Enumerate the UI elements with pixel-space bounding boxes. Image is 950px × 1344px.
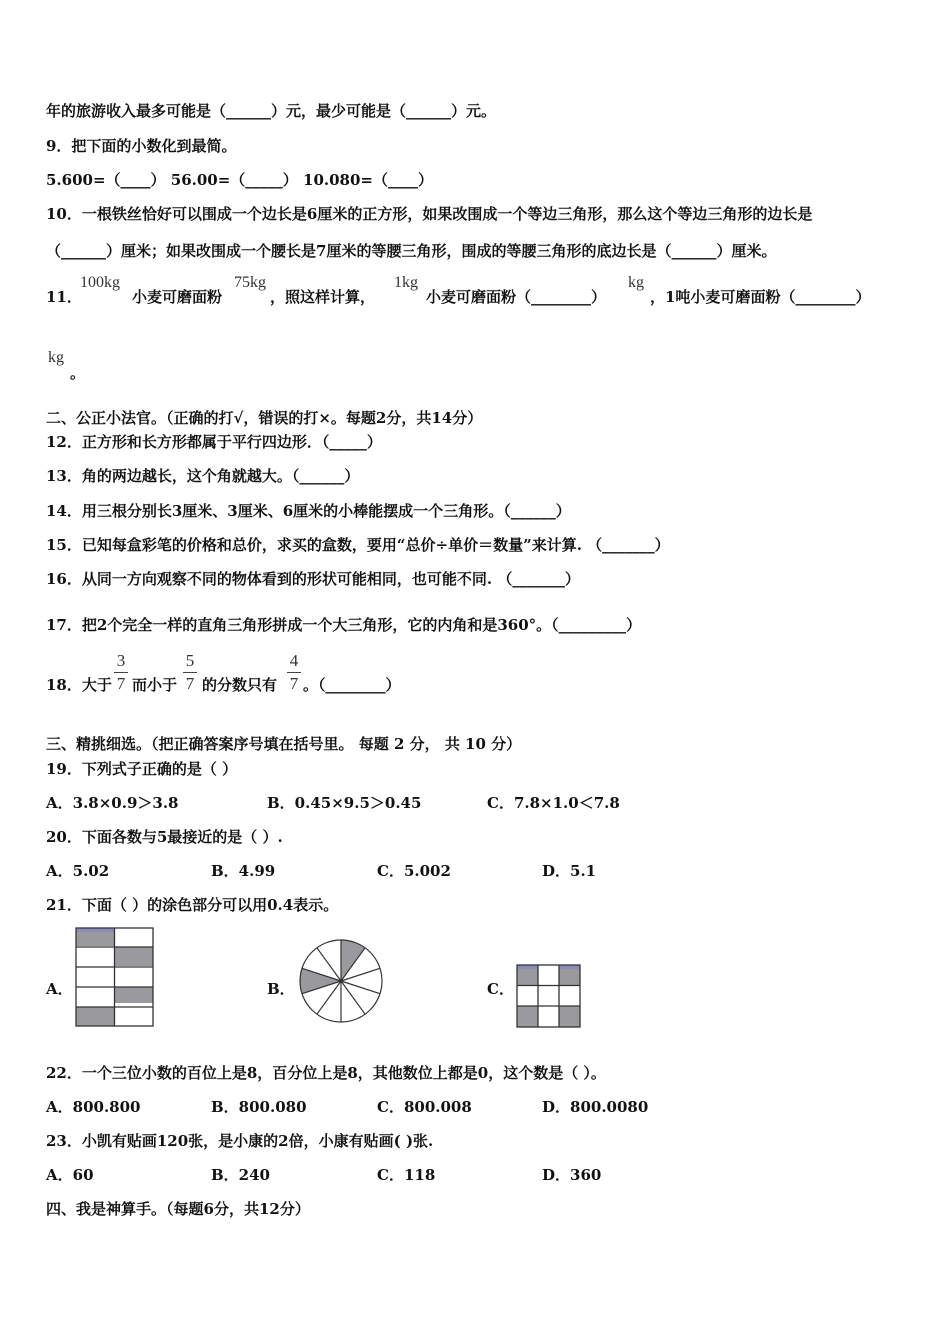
grid-c-cell-shaded bbox=[517, 969, 538, 985]
question-11-text1: 小麦可磨面粉 bbox=[132, 288, 223, 306]
q20-option-a[interactable]: A．5.02 bbox=[46, 862, 110, 880]
question-9-items: 5.600=（____） 56.00=（_____） 10.080=（____） bbox=[46, 171, 433, 189]
fraction-5-7: $\frac{5}{7}$ bbox=[183, 652, 197, 693]
q23-option-d[interactable]: D．360 bbox=[542, 1166, 602, 1184]
question-18-d: 。（________） bbox=[303, 676, 401, 694]
figure-c-grid bbox=[516, 964, 582, 1028]
grid-c-cell-shaded bbox=[559, 969, 580, 985]
q23-option-b[interactable]: B．240 bbox=[211, 1166, 270, 1184]
question-21: 21．下面（ ）的涂色部分可以用0.4表示。 bbox=[46, 896, 339, 914]
figure-b-circle bbox=[297, 937, 385, 1025]
q22-option-a[interactable]: A．800.800 bbox=[46, 1098, 141, 1116]
question-17: 17．把2个完全一样的直角三角形拼成一个大三角形，它的内角和是360°。（_________） bbox=[46, 616, 642, 634]
q20-option-c[interactable]: C．5.002 bbox=[377, 862, 451, 880]
question-18-a: 18．大于 bbox=[46, 676, 112, 694]
question-11-number: 11． bbox=[46, 288, 82, 306]
question-10-line1: 10．一根铁丝恰好可以围成一个边长是6厘米的正方形，如果改围成一个等边三角形，那么这个等边三角形的边长是 bbox=[46, 205, 813, 223]
unit-kg-1: kg bbox=[628, 274, 644, 291]
question-16: 16．从同一方向观察不同的物体看到的形状可能相同，也可能不同. （_______） bbox=[46, 570, 580, 588]
grid-a-cell-shaded bbox=[114, 987, 153, 1003]
figure-a-grid bbox=[75, 927, 155, 1027]
q23-option-a[interactable]: A．60 bbox=[46, 1166, 94, 1184]
question-18-c: 的分数只有 bbox=[202, 676, 278, 694]
question-13: 13．角的两边越长，这个角就越大。（______） bbox=[46, 467, 360, 485]
grid-c-cell-shaded bbox=[517, 1006, 538, 1027]
text-line-revenue: 年的旅游收入最多可能是（______）元，最少可能是（______）元。 bbox=[46, 102, 497, 120]
q20-option-b[interactable]: B．4.99 bbox=[211, 862, 276, 880]
question-9: 9．把下面的小数化到最简。 bbox=[46, 137, 237, 155]
question-20: 20．下面各数与5最接近的是（ ）. bbox=[46, 828, 283, 846]
question-22: 22．一个三位小数的百位上是8，百分位上是8，其他数位上都是0，这个数是（ ）。 bbox=[46, 1064, 606, 1082]
unit-75kg: 75kg bbox=[234, 274, 266, 291]
grid-a-cell-shaded bbox=[76, 1007, 114, 1026]
section-3-title: 三、精挑细选。（把正确答案序号填在括号里。 每题 2 分， 共 10 分） bbox=[46, 735, 522, 753]
question-11-text2: ，照这样计算， bbox=[270, 288, 376, 306]
q22-option-d[interactable]: D．800.0080 bbox=[542, 1098, 649, 1116]
question-12: 12．正方形和长方形都属于平行四边形．（_____） bbox=[46, 433, 382, 451]
question-19: 19．下列式子正确的是（ ） bbox=[46, 760, 238, 778]
q19-option-b[interactable]: B．0.45×9.5＞0.45 bbox=[267, 794, 422, 812]
q22-option-c[interactable]: C．800.008 bbox=[377, 1098, 472, 1116]
q19-option-a[interactable]: A．3.8×0.9＞3.8 bbox=[46, 794, 179, 812]
section-4-title: 四、我是神算手。（每题6分，共12分） bbox=[46, 1200, 310, 1218]
question-15: 15．已知每盒彩笔的价格和总价，求买的盒数，要用“总价÷单价＝数量”来计算. （_______） bbox=[46, 536, 670, 554]
q21-option-b[interactable]: B． bbox=[267, 980, 295, 998]
q21-option-c[interactable]: C． bbox=[487, 980, 514, 998]
unit-1kg: 1kg bbox=[394, 274, 418, 291]
question-11-text4: ，1吨小麦可磨面粉（________） bbox=[650, 288, 871, 306]
q20-option-d[interactable]: D．5.1 bbox=[542, 862, 597, 880]
fraction-4-7: $\frac{4}{7}$ bbox=[287, 652, 301, 693]
unit-100kg: 100kg bbox=[80, 274, 120, 291]
q19-option-c[interactable]: C．7.8×1.0＜7.8 bbox=[487, 794, 620, 812]
question-18-b: 而小于 bbox=[132, 676, 178, 694]
question-11-text3: 小麦可磨面粉（________） bbox=[426, 288, 607, 306]
grid-a-cell-shaded bbox=[76, 932, 114, 946]
question-23: 23．小凯有贴画120张，是小康的2倍，小康有贴画( )张. bbox=[46, 1132, 434, 1150]
grid-a-cell-shaded bbox=[114, 947, 153, 966]
question-11-end: 。 bbox=[70, 364, 86, 382]
q23-option-c[interactable]: C．118 bbox=[377, 1166, 436, 1184]
question-14: 14．用三根分别长3厘米、3厘米、6厘米的小棒能摆成一个三角形。（______） bbox=[46, 502, 571, 520]
q22-option-b[interactable]: B．800.080 bbox=[211, 1098, 307, 1116]
fraction-3-7: $\frac{3}{7}$ bbox=[114, 652, 128, 693]
q21-option-a[interactable]: A． bbox=[46, 980, 73, 998]
question-10-line2: （______）厘米；如果改围成一个腰长是7厘米的等腰三角形，围成的等腰三角形的底边长是（______）厘米。 bbox=[46, 242, 777, 260]
grid-c-cell-shaded bbox=[559, 1006, 580, 1027]
section-2-title: 二、公正小法官。（正确的打√，错误的打×。每题2分，共14分） bbox=[46, 409, 483, 427]
unit-kg-2: kg bbox=[48, 349, 64, 366]
